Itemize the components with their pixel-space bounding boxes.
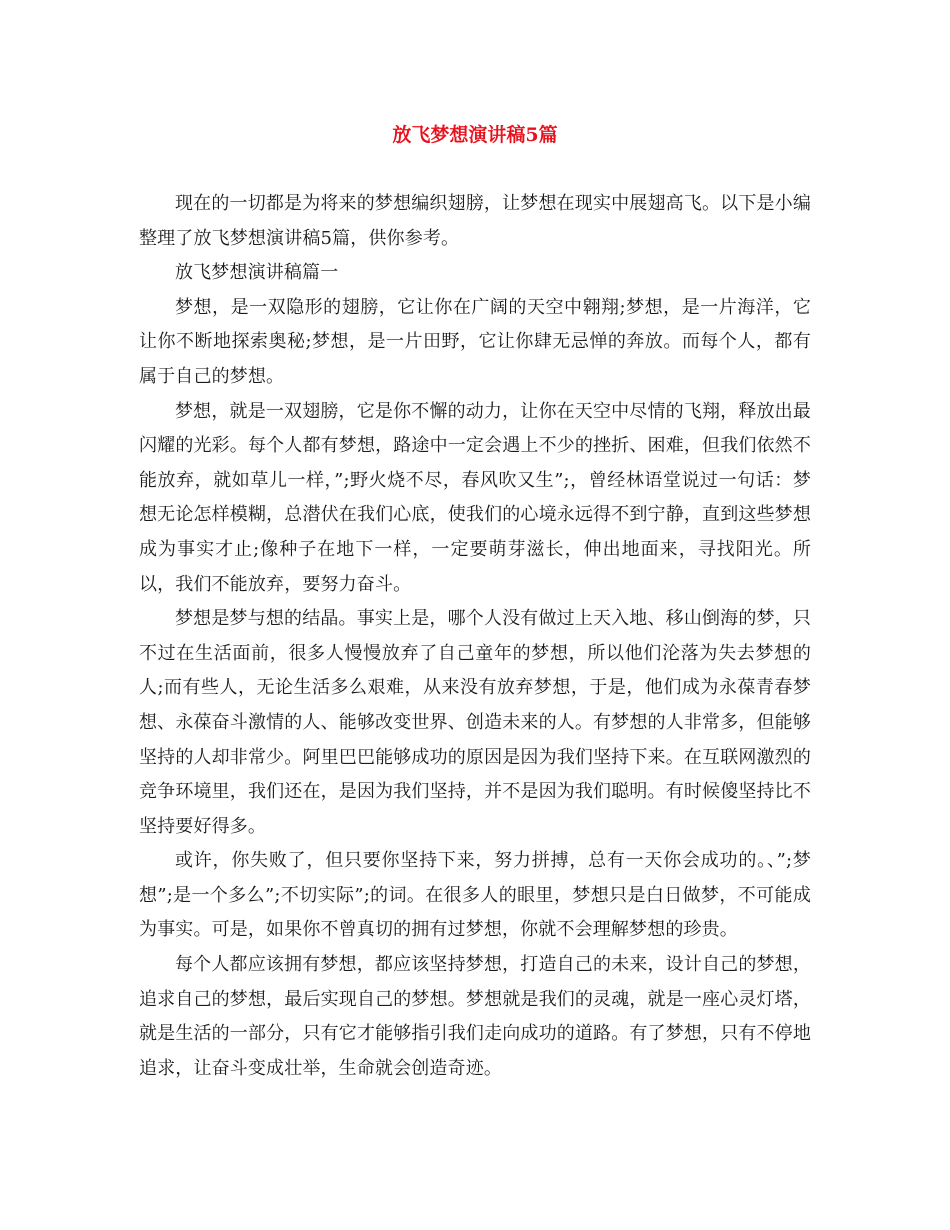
section-heading: 放飞梦想演讲稿篇一	[175, 262, 339, 284]
body-paragraph: 梦想是梦与想的结晶。事实上是，哪个人没有做过上天入地、移山倒海的梦，只不过在生活面前，很多人慢慢放弃了自己童年的梦想，所以他们沦落为失去梦想的人;而有些人，无论生活多么艰难，从来没有放弃梦想，于是，他们成为永葆青春梦想、永葆奋斗激情的人、能够改变世界、创造未来的人。有梦想的人非常多，但能够坚持的人却非常少。阿里巴巴能够成功的原因是因为我们坚持下来。在互联网激烈的竞争环境里，我们还在，是因为我们坚持，并不是因为我们聪明。有时候傻坚持比不坚持要好得多。	[139, 608, 811, 837]
body-paragraph: 每个人都应该拥有梦想，都应该坚持梦想，打造自己的未来，设计自己的梦想，追求自己的梦想，最后实现自己的梦想。梦想就是我们的灵魂，就是一座心灵灯塔，就是生活的一部分，只有它才能够指引我们走向成功的道路。有了梦想，只有不停地追求，让奋斗变成壮举，生命就会创造奇迹。	[139, 954, 811, 1079]
body-paragraph: 梦想，就是一双翅膀，它是你不懈的动力，让你在天空中尽情的飞翔，释放出最闪耀的光彩。每个人都有梦想，路途中一定会遇上不少的挫折、困难，但我们依然不能放弃，就如草儿一样，”;野火烧不尽，春风吹又生”;，曾经林语堂说过一句话：梦想无论怎样模糊，总潜伏在我们心底，使我们的心境永远得不到宁静，直到这些梦想成为事实才止;像种子在地下一样，一定要萌芽滋长，伸出地面来，寻找阳光。所以，我们不能放弃，要努力奋斗。	[139, 400, 811, 595]
document-title: 放飞梦想演讲稿5篇	[392, 124, 558, 146]
body-paragraph: 梦想，是一双隐形的翅膀，它让你在广阔的天空中翱翔;梦想，是一片海洋，它让你不断地探索奥秘;梦想，是一片田野，它让你肆无忌惮的奔放。而每个人，都有属于自己的梦想。	[139, 296, 811, 387]
intro-paragraph: 现在的一切都是为将来的梦想编织翅膀，让梦想在现实中展翅高飞。以下是小编整理了放飞梦想演讲稿5篇，供你参考。	[139, 193, 811, 249]
body-paragraph: 或许，你失败了，但只要你坚持下来，努力拼搏，总有一天你会成功的。、”;梦想”;是一个多么”;不切实际”;的词。在很多人的眼里，梦想只是白日做梦，不可能成为事实。可是，如果你不曾真切的拥有过梦想，你就不会理解梦想的珍贵。	[139, 850, 811, 941]
document-body	[139, 187, 811, 1086]
